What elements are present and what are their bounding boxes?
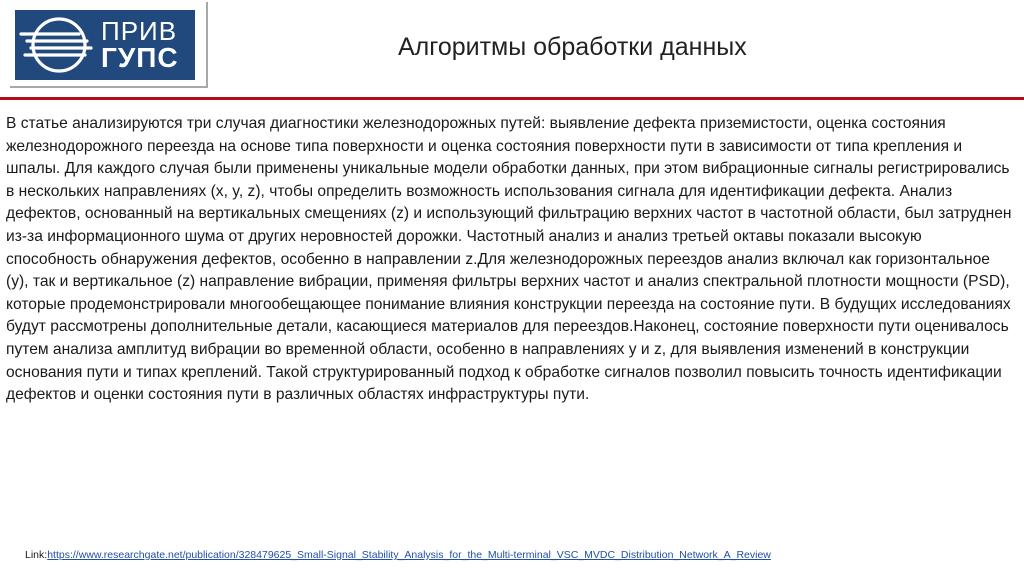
link-prefix: Link: <box>25 549 48 561</box>
railway-emblem-icon <box>15 10 101 80</box>
source-link-line <box>25 549 771 561</box>
logo-text-line2: ГУПС <box>101 42 179 73</box>
page-title: Алгоритмы обработки данных <box>398 33 747 61</box>
main-paragraph: В статье анализируются три случая диагностики железнодорожных путей: выявление дефекта приземистости, оценка состояния железнодорожного переезда на основе типа поверхности и оценка состояния поверхности пути в зависимости от типа крепления и шпалы. Для каждого случая были применены уникальные модели обработки данных, при этом вибрационные сигналы регистрировались в нескольких направлениях (x, y, z), чтобы определить возможность использования сигнала для идентификации дефекта. Анализ дефектов, основанный на вертикальных смещениях (z) и использующий фильтрацию верхних частот в частотной области, был затруднен из-за информационного шума от других неровностей дорожки. Частотный анализ и анализ третьей октавы показали высокую способность обнаружения дефектов, особенно в направлении z.Для железнодорожных переездов анализ включал как горизонтальное (y), так и вертикальное (z) направление вибрации, применяя фильтры верхних частот и анализ спектральной плотности мощности (PSD), которые продемонстрировали многообещающее понимание влияния конструкции переезда на состояние пути. В будущих исследованиях будут рассмотрены дополнительные детали, касающиеся материалов для переездов.Наконец, состояние поверхности пути оценивалось путем анализа амплитуд вибрации во временной области, особенно в направлениях y и z, для выявления изменений в конструкции основания пути и типах креплений. Такой структурированный подход к обработке сигналов позволил повысить точность идентификации дефектов и оценки состояния пути в различных областях инфраструктуры пути. <box>6 115 1012 404</box>
header-divider <box>0 97 1024 100</box>
logo <box>10 2 208 88</box>
source-link[interactable]: https://www.researchgate.net/publication/328479625_Small-Signal_Stability_Analysis_for_the_Multi-terminal_VSC_MVDC_Distribution_Network_A_Review <box>47 549 771 561</box>
logo-text-line1: ПРИВ <box>101 16 178 46</box>
logo-badge <box>15 10 195 80</box>
